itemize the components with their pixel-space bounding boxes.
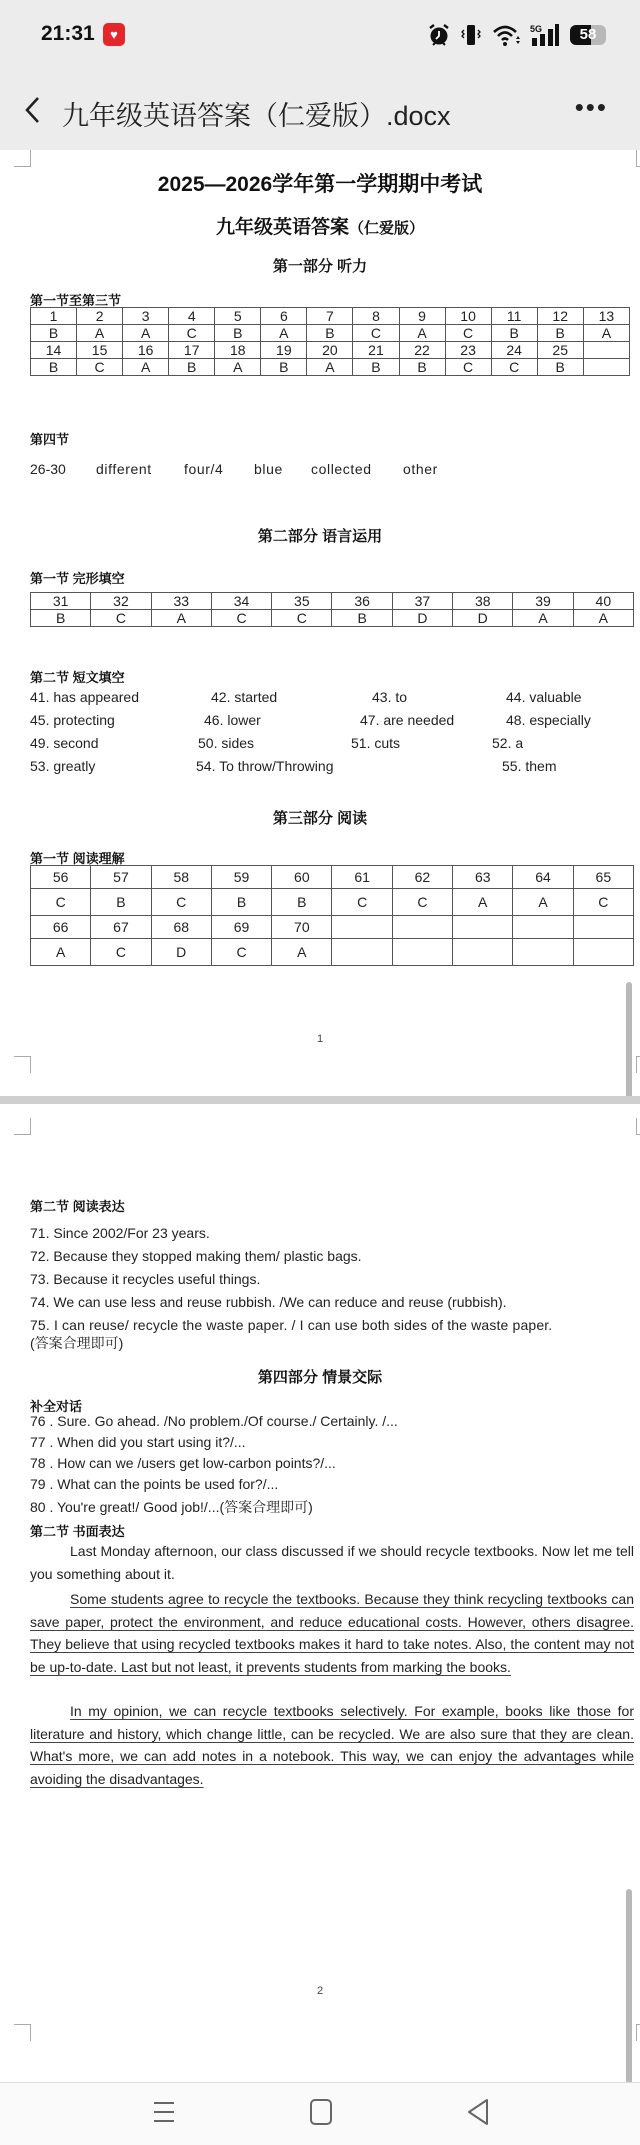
table-cell: 19 [261, 342, 307, 359]
table-cell [573, 939, 633, 966]
table-cell: 36 [332, 593, 392, 610]
table-cell: C [445, 359, 491, 376]
vibrate-icon [460, 23, 482, 47]
table-cell: C [169, 325, 215, 342]
back-triangle-icon[interactable] [466, 2097, 490, 2127]
essay-paragraph-3 [30, 1700, 634, 1790]
answer-item: 26-30 [30, 461, 66, 477]
answer-item: 43. to [372, 689, 408, 705]
table-cell: A [513, 889, 573, 916]
document-viewer[interactable] [0, 150, 640, 2082]
table-cell: A [123, 325, 169, 342]
table-cell: A [453, 889, 513, 916]
table-cell: 2 [77, 308, 123, 325]
table-cell: D [392, 610, 452, 627]
table-cell: C [272, 610, 332, 627]
answer-item: 41. has appeared [30, 689, 139, 705]
part1-heading: 第一部分 听力 [272, 258, 368, 275]
table-row [31, 916, 634, 939]
table-cell: C [77, 359, 123, 376]
answer-item: 45. protecting [30, 712, 115, 728]
table-cell: 24 [491, 342, 537, 359]
page-corner-mark [636, 1056, 640, 1073]
table-cell: 15 [77, 342, 123, 359]
table-cell: A [215, 359, 261, 376]
table-cell [392, 939, 452, 966]
answer-table-31-40 [30, 592, 634, 627]
answer-item: 50. sides [198, 735, 255, 751]
table-cell [453, 916, 513, 939]
table-row [31, 308, 630, 325]
paragraph-text: Last Monday afternoon, our class discussed if we should recycle textbooks. Now let me tell you something about it. [30, 1543, 634, 1582]
page-corner-mark [14, 1118, 31, 1135]
battery-indicator: 58 [570, 25, 606, 45]
table-cell: C [91, 610, 151, 627]
network-label: 5G [530, 24, 543, 34]
table-row [31, 325, 630, 342]
answer-item: other [403, 461, 438, 477]
answer-item: 52. a [492, 735, 524, 751]
table-cell: 60 [272, 866, 332, 889]
table-cell: B [211, 889, 271, 916]
table-cell: 21 [353, 342, 399, 359]
table-cell: 20 [307, 342, 353, 359]
answer-item: 54. To throw/Throwing [196, 758, 334, 774]
page-corner-mark [636, 2024, 640, 2041]
answer-line: 78 . How can we /users get low-carbon points?/... [30, 1455, 336, 1471]
table-cell: 16 [123, 342, 169, 359]
answer-line: 80 . You're great!/ Good job!/...(答案合理即可) [30, 1499, 313, 1515]
table-row [31, 342, 630, 359]
table-cell: 37 [392, 593, 452, 610]
table-cell: 4 [169, 308, 215, 325]
exam-title: 2025—2026学年第一学期期中考试 [157, 173, 483, 196]
table-cell: A [31, 939, 91, 966]
table-cell: 33 [151, 593, 211, 610]
table-cell [513, 939, 573, 966]
page-number: 2 [316, 1985, 324, 1997]
table-cell: B [272, 889, 332, 916]
table-cell [392, 916, 452, 939]
section-label: 第二节 短文填空 [30, 670, 125, 685]
table-cell: 23 [445, 342, 491, 359]
answer-item: 51. cuts [351, 735, 401, 751]
table-cell: 1 [31, 308, 77, 325]
answer-item: 46. lower [204, 712, 261, 728]
page-2 [0, 1104, 640, 2082]
essay-paragraph-1 [30, 1540, 634, 1585]
table-cell: C [353, 325, 399, 342]
table-cell: A [573, 610, 633, 627]
page-corner-mark [636, 150, 640, 167]
table-cell: C [151, 889, 211, 916]
subtitle-main: 九年级英语答案 [215, 217, 349, 238]
table-cell: A [399, 325, 445, 342]
table-cell: B [31, 359, 77, 376]
table-cell: A [261, 325, 307, 342]
table-cell: B [91, 889, 151, 916]
answer-item: 53. greatly [30, 758, 96, 774]
table-row [31, 610, 634, 627]
table-cell: 66 [31, 916, 91, 939]
table-cell: 62 [392, 866, 452, 889]
table-cell: A [151, 610, 211, 627]
part4-heading: 第四部分 情景交际 [257, 1369, 383, 1386]
answer-item: 48. especially [506, 712, 591, 728]
table-cell: 13 [583, 308, 629, 325]
table-row [31, 866, 634, 889]
table-cell [453, 939, 513, 966]
answer-item: different [96, 461, 152, 477]
table-cell: 58 [151, 866, 211, 889]
table-cell [332, 916, 392, 939]
table-cell: C [491, 359, 537, 376]
table-cell: 32 [91, 593, 151, 610]
table-cell: 68 [151, 916, 211, 939]
signal-5g-icon [530, 23, 560, 47]
answer-line: 75. I can reuse/ recycle the waste paper. / I can use both sides of the waste paper. [30, 1317, 553, 1333]
table-cell: 64 [513, 866, 573, 889]
paragraph-text: Some students agree to recycle the textbooks. Because they think recycling textbooks can save paper, protect the environment, and reduce educational costs. However, others disagree. They believe that using recycled textbooks makes it hard to take notes. Also, the content may not be up-to-date. Last but not least, it prevents students from marking the books. [30, 1591, 634, 1675]
status-bar [0, 0, 640, 72]
menu-icon[interactable] [152, 2097, 176, 2127]
table-row [31, 593, 634, 610]
table-cell [583, 342, 629, 359]
table-cell: 14 [31, 342, 77, 359]
table-cell: 34 [211, 593, 271, 610]
table-cell: B [307, 325, 353, 342]
answer-item: blue [254, 461, 283, 477]
part2-heading: 第二部分 语言运用 [257, 528, 383, 545]
table-cell: 17 [169, 342, 215, 359]
table-cell: 65 [573, 866, 633, 889]
table-row [31, 359, 630, 376]
table-row [31, 939, 634, 966]
table-cell: A [272, 939, 332, 966]
table-cell: C [445, 325, 491, 342]
table-cell: 9 [399, 308, 445, 325]
page-corner-mark [14, 1056, 31, 1073]
answer-line: 79 . What can the points be used for?/... [30, 1476, 279, 1492]
table-cell: B [491, 325, 537, 342]
table-cell: B [537, 359, 583, 376]
page-corner-mark [636, 1118, 640, 1135]
app-bar [0, 72, 640, 150]
table-cell [573, 916, 633, 939]
table-cell: C [211, 939, 271, 966]
paragraph-text: In my opinion, we can recycle textbooks selectively. For example, books like those for literature and history, which change little, can be recycled. We are also sure that they are clean. What's more, we can add notes in a notebook. This way, we can enjoy the advantages while avoiding the disadvantages. [30, 1703, 634, 1787]
essay-paragraph-2 [30, 1588, 634, 1678]
status-icons [428, 22, 606, 48]
table-cell: C [332, 889, 392, 916]
table-cell: B [261, 359, 307, 376]
answer-line: 74. We can use less and reuse rubbish. /We can reduce and reuse (rubbish). [30, 1294, 507, 1310]
answer-table-56-70 [30, 865, 634, 966]
answer-table-1-25 [30, 307, 630, 376]
table-cell: B [537, 325, 583, 342]
table-cell: 63 [453, 866, 513, 889]
section-label: 第四节 [30, 432, 70, 447]
table-cell: A [77, 325, 123, 342]
answer-item: collected [311, 461, 372, 477]
answer-line: 71. Since 2002/For 23 years. [30, 1225, 210, 1241]
table-cell: A [513, 610, 573, 627]
table-cell: 70 [272, 916, 332, 939]
table-cell: B [215, 325, 261, 342]
table-cell: 5 [215, 308, 261, 325]
answer-item: 49. second [30, 735, 99, 751]
section-label: 第一节 阅读理解 [30, 851, 125, 866]
table-cell: C [91, 939, 151, 966]
table-cell: B [353, 359, 399, 376]
section-label: 第一节至第三节 [30, 293, 122, 308]
subtitle-note: （仁爱版） [349, 220, 425, 237]
table-cell: 35 [272, 593, 332, 610]
table-cell: B [399, 359, 445, 376]
table-cell [332, 939, 392, 966]
table-cell: 25 [537, 342, 583, 359]
table-cell: 11 [491, 308, 537, 325]
section-label: 第二节 书面表达 [30, 1524, 125, 1539]
table-cell: C [211, 610, 271, 627]
page-corner-mark [14, 2024, 31, 2041]
table-cell: 31 [31, 593, 91, 610]
section-label: 补全对话 [30, 1399, 83, 1414]
table-cell: 18 [215, 342, 261, 359]
table-cell: 69 [211, 916, 271, 939]
table-cell: D [151, 939, 211, 966]
table-cell: 40 [573, 593, 633, 610]
more-horizontal-icon[interactable]: ••• [574, 92, 608, 122]
part3-heading: 第三部分 阅读 [272, 810, 368, 827]
table-cell [513, 916, 573, 939]
page-corner-mark [14, 150, 31, 167]
table-cell: B [332, 610, 392, 627]
answer-item: 47. are needed [360, 712, 455, 728]
home-icon[interactable] [309, 2097, 333, 2127]
table-cell: 38 [453, 593, 513, 610]
answer-line: 77 . When did you start using it?/... [30, 1434, 246, 1450]
table-cell: 61 [332, 866, 392, 889]
table-cell: 10 [445, 308, 491, 325]
heart-app-icon: ♥ [103, 23, 125, 46]
table-cell: 67 [91, 916, 151, 939]
answer-line: 76 . Sure. Go ahead. /No problem./Of course./ Certainly. /... [30, 1413, 398, 1429]
page-number: 1 [316, 1033, 324, 1045]
table-row [31, 889, 634, 916]
table-cell: 59 [211, 866, 271, 889]
table-cell: 57 [91, 866, 151, 889]
answer-item: 44. valuable [506, 689, 582, 705]
table-cell: A [307, 359, 353, 376]
status-time: 21:31 [41, 22, 95, 45]
table-cell: 3 [123, 308, 169, 325]
wifi-icon [492, 23, 520, 47]
section-label: 第一节 完形填空 [30, 571, 125, 586]
answer-line: 72. Because they stopped making them/ plastic bags. [30, 1248, 362, 1264]
table-cell: C [392, 889, 452, 916]
table-cell: 8 [353, 308, 399, 325]
table-cell: A [583, 325, 629, 342]
table-cell: 39 [513, 593, 573, 610]
table-cell [583, 359, 629, 376]
answer-line: 73. Because it recycles useful things. [30, 1271, 261, 1287]
table-cell: 12 [537, 308, 583, 325]
table-cell: A [123, 359, 169, 376]
table-cell: 56 [31, 866, 91, 889]
section-label: 第二节 阅读表达 [30, 1199, 125, 1214]
table-cell: 7 [307, 308, 353, 325]
page-separator [0, 1096, 640, 1104]
answer-note: (答案合理即可) [30, 1335, 124, 1351]
answer-item: 55. them [502, 758, 557, 774]
table-cell: B [169, 359, 215, 376]
document-title: 九年级英语答案（仁爱版）.docx [62, 101, 451, 131]
table-cell: B [31, 610, 91, 627]
table-cell: 6 [261, 308, 307, 325]
table-cell: B [31, 325, 77, 342]
answer-item: four/4 [184, 461, 224, 477]
navigation-bar [0, 2082, 640, 2145]
table-cell: D [453, 610, 513, 627]
exam-subtitle [0, 212, 640, 239]
table-cell: C [31, 889, 91, 916]
alarm-icon [428, 23, 450, 47]
table-cell: 22 [399, 342, 445, 359]
chevron-left-icon[interactable] [20, 94, 46, 126]
table-cell: C [573, 889, 633, 916]
answer-item: 42. started [211, 689, 278, 705]
